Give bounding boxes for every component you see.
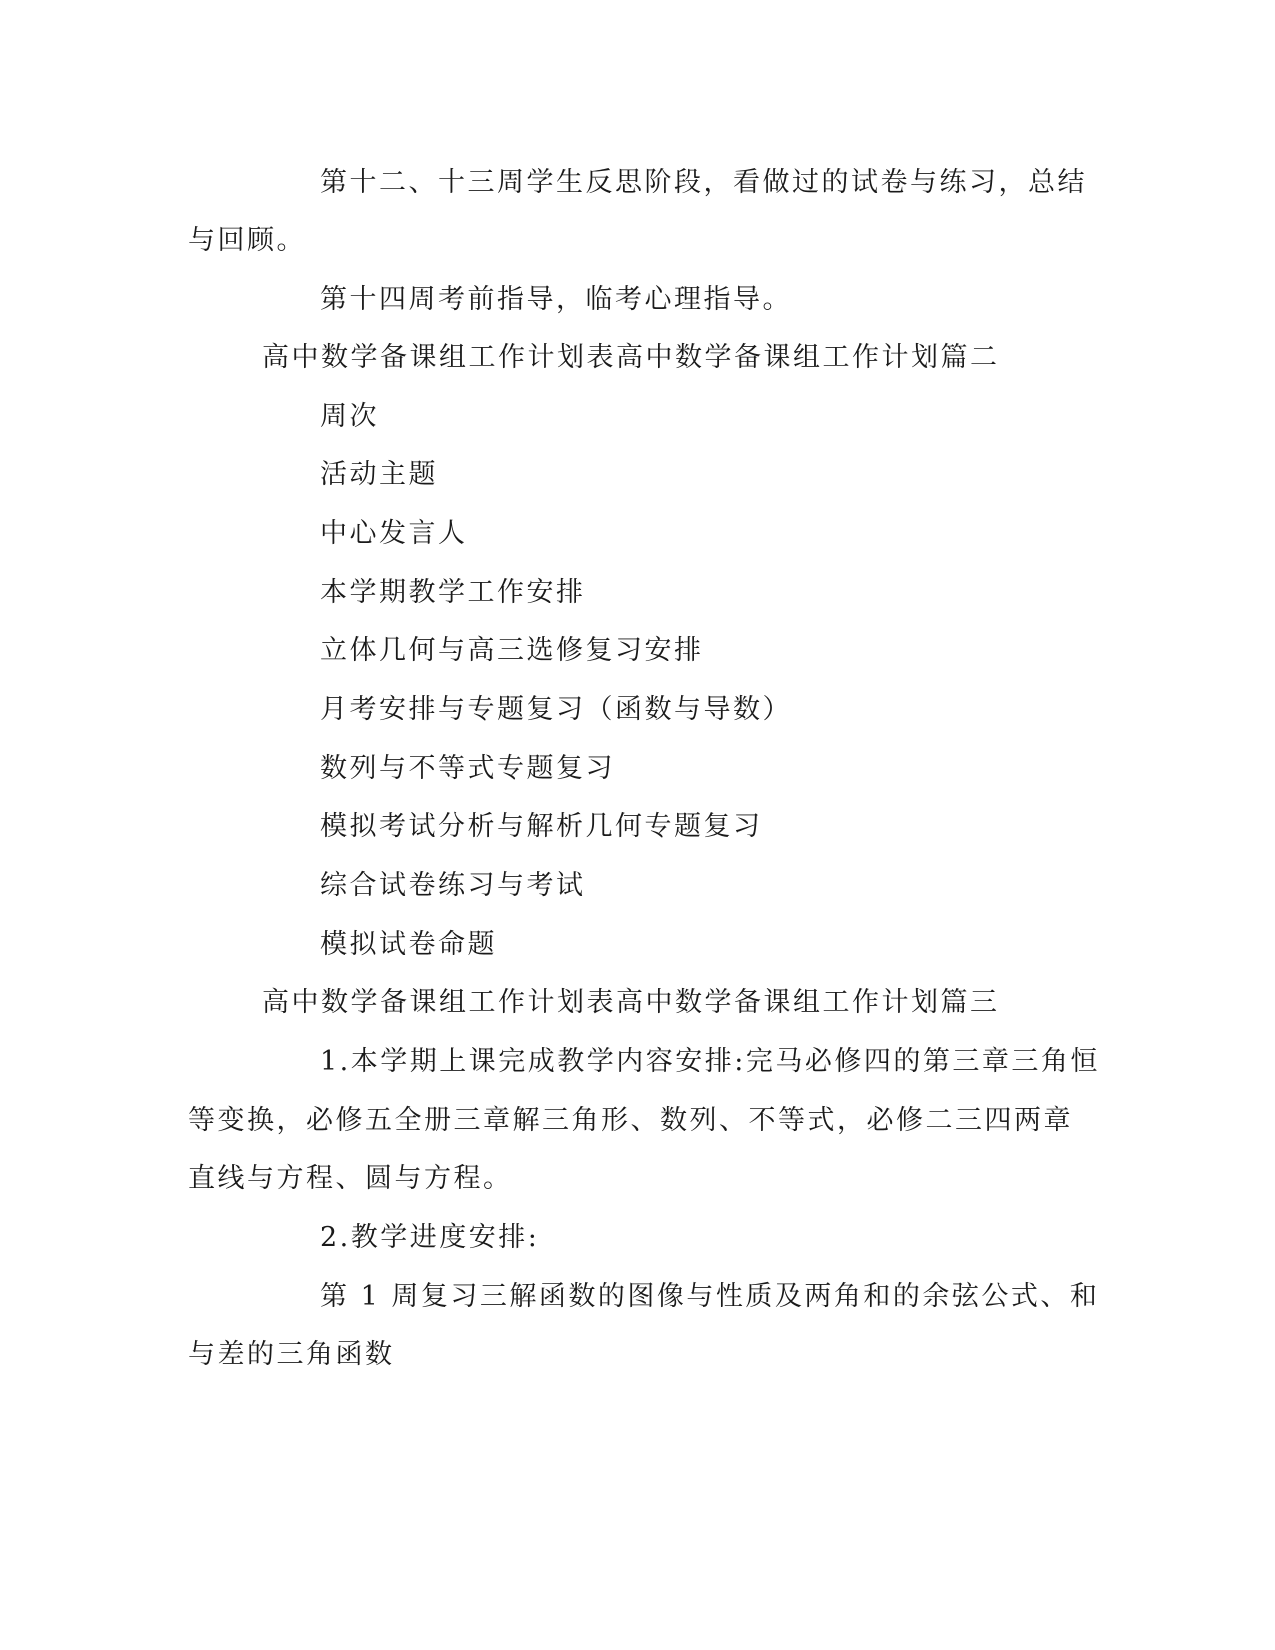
list-item: 月考安排与专题复习（函数与导数） [320,694,792,725]
list-item: 数列与不等式专题复习 [320,753,615,784]
paragraph-line: 第 1 周复习三解函数的图像与性质及两角和的余弦公式、和 [320,1281,1100,1312]
list-item: 周次 [320,401,379,432]
paragraph-line: 直线与方程、圆与方程。 [188,1163,513,1194]
list-item: 本学期教学工作安排 [320,577,586,608]
list-item: 中心发言人 [320,518,468,549]
list-item: 综合试卷练习与考试 [320,870,586,901]
list-item: 活动主题 [320,459,438,490]
paragraph-line: 与回顾。 [188,225,306,256]
section-heading: 高中数学备课组工作计划表高中数学备课组工作计划篇二 [262,342,1000,373]
paragraph-line: 第十二、十三周学生反思阶段，看做过的试卷与练习，总结 [320,167,1087,198]
paragraph-line: 1.本学期上课完成教学内容安排:完马必修四的第三章三角恒 [320,1046,1100,1077]
paragraph-line: 与差的三角函数 [188,1339,395,1370]
paragraph-line: 第十四周考前指导，临考心理指导。 [320,284,792,315]
section-heading: 高中数学备课组工作计划表高中数学备课组工作计划篇三 [262,987,1000,1018]
list-item: 立体几何与高三选修复习安排 [320,635,704,666]
paragraph-line: 等变换，必修五全册三章解三角形、数列、不等式，必修二三四两章 [188,1105,1073,1136]
list-item: 模拟考试分析与解析几何专题复习 [320,811,763,842]
paragraph-line: 2.教学进度安排: [320,1222,540,1253]
list-item: 模拟试卷命题 [320,929,497,960]
